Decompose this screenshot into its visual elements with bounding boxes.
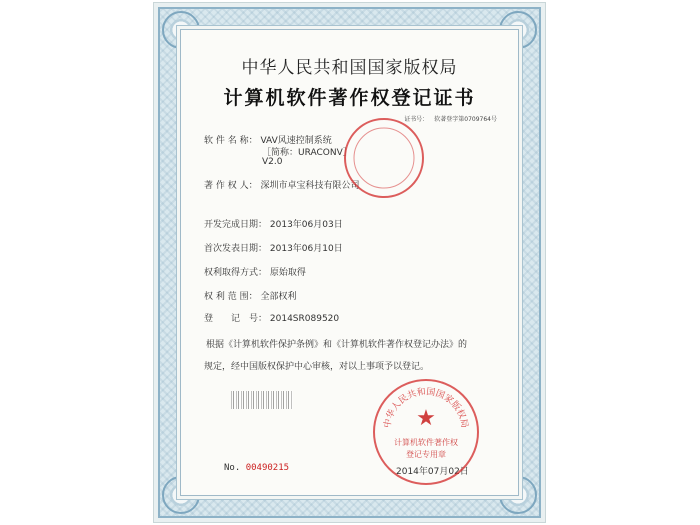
dev-date-value: 2013年06月03日 bbox=[269, 220, 343, 230]
software-name-label: 软 件 名 称： bbox=[204, 136, 258, 146]
acquire-value: 原始取得 bbox=[269, 268, 306, 278]
serial-prefix: No. bbox=[224, 463, 241, 473]
version-value: V2.0 bbox=[262, 157, 283, 167]
scope-row bbox=[204, 289, 296, 302]
pub-date-value: 2013年06月10日 bbox=[269, 244, 343, 254]
serial-number bbox=[224, 463, 289, 473]
acquire-row bbox=[204, 265, 306, 278]
short-name-value: ［简称：URACONV］ bbox=[262, 148, 352, 158]
acquire-label: 权利取得方式： bbox=[204, 268, 268, 278]
barcode-icon bbox=[231, 391, 293, 409]
certificate-title: 计算机软件著作权登记证书 bbox=[223, 87, 476, 109]
seal-line-1: 计算机软件著作权 bbox=[394, 438, 458, 447]
body-line-1: 根据《计算机软件保护条例》和《计算机软件著作权登记办法》的 bbox=[206, 340, 468, 350]
issuing-authority: 中华人民共和国国家版权局 bbox=[241, 58, 458, 78]
reg-row bbox=[204, 311, 339, 324]
pub-date-label: 首次发表日期： bbox=[204, 244, 268, 254]
reg-label: 登 记 号： bbox=[204, 314, 268, 324]
certificate-number-value: 软著登字第0709764号 bbox=[434, 116, 497, 123]
serial-value: 00490215 bbox=[245, 463, 290, 473]
star-icon: ★ bbox=[416, 406, 436, 431]
scope-label: 权 利 范 围： bbox=[204, 292, 258, 302]
issue-date: 2014年07月02日 bbox=[396, 467, 469, 477]
scope-value: 全部权利 bbox=[260, 292, 297, 302]
red-seal-stamp bbox=[373, 379, 479, 485]
body-line-2: 规定，经中国版权保护中心审核，对以上事项予以登记。 bbox=[204, 362, 430, 372]
seal-ring-icon bbox=[346, 120, 422, 196]
reg-value: 2014SR089520 bbox=[269, 314, 340, 324]
seal-ring-icon bbox=[375, 381, 477, 483]
version-row bbox=[262, 157, 282, 167]
dev-date-row bbox=[204, 217, 343, 230]
seal-ring-text: 中华人民共和国国家版权局 bbox=[382, 387, 470, 429]
owner-row bbox=[204, 178, 359, 191]
red-seal-stamp-small bbox=[344, 118, 424, 198]
seal-line-2: 登记专用章 bbox=[406, 450, 446, 459]
pub-date-row bbox=[204, 241, 343, 254]
certificate bbox=[153, 2, 546, 523]
dev-date-label: 开发完成日期： bbox=[204, 220, 268, 230]
software-name-value: VAV风速控制系统 bbox=[260, 136, 332, 146]
owner-label: 著 作 权 人： bbox=[204, 181, 258, 191]
owner-value: 深圳市卓宝科技有限公司 bbox=[260, 181, 360, 191]
certificate-number-label: 证书号： bbox=[404, 116, 429, 123]
